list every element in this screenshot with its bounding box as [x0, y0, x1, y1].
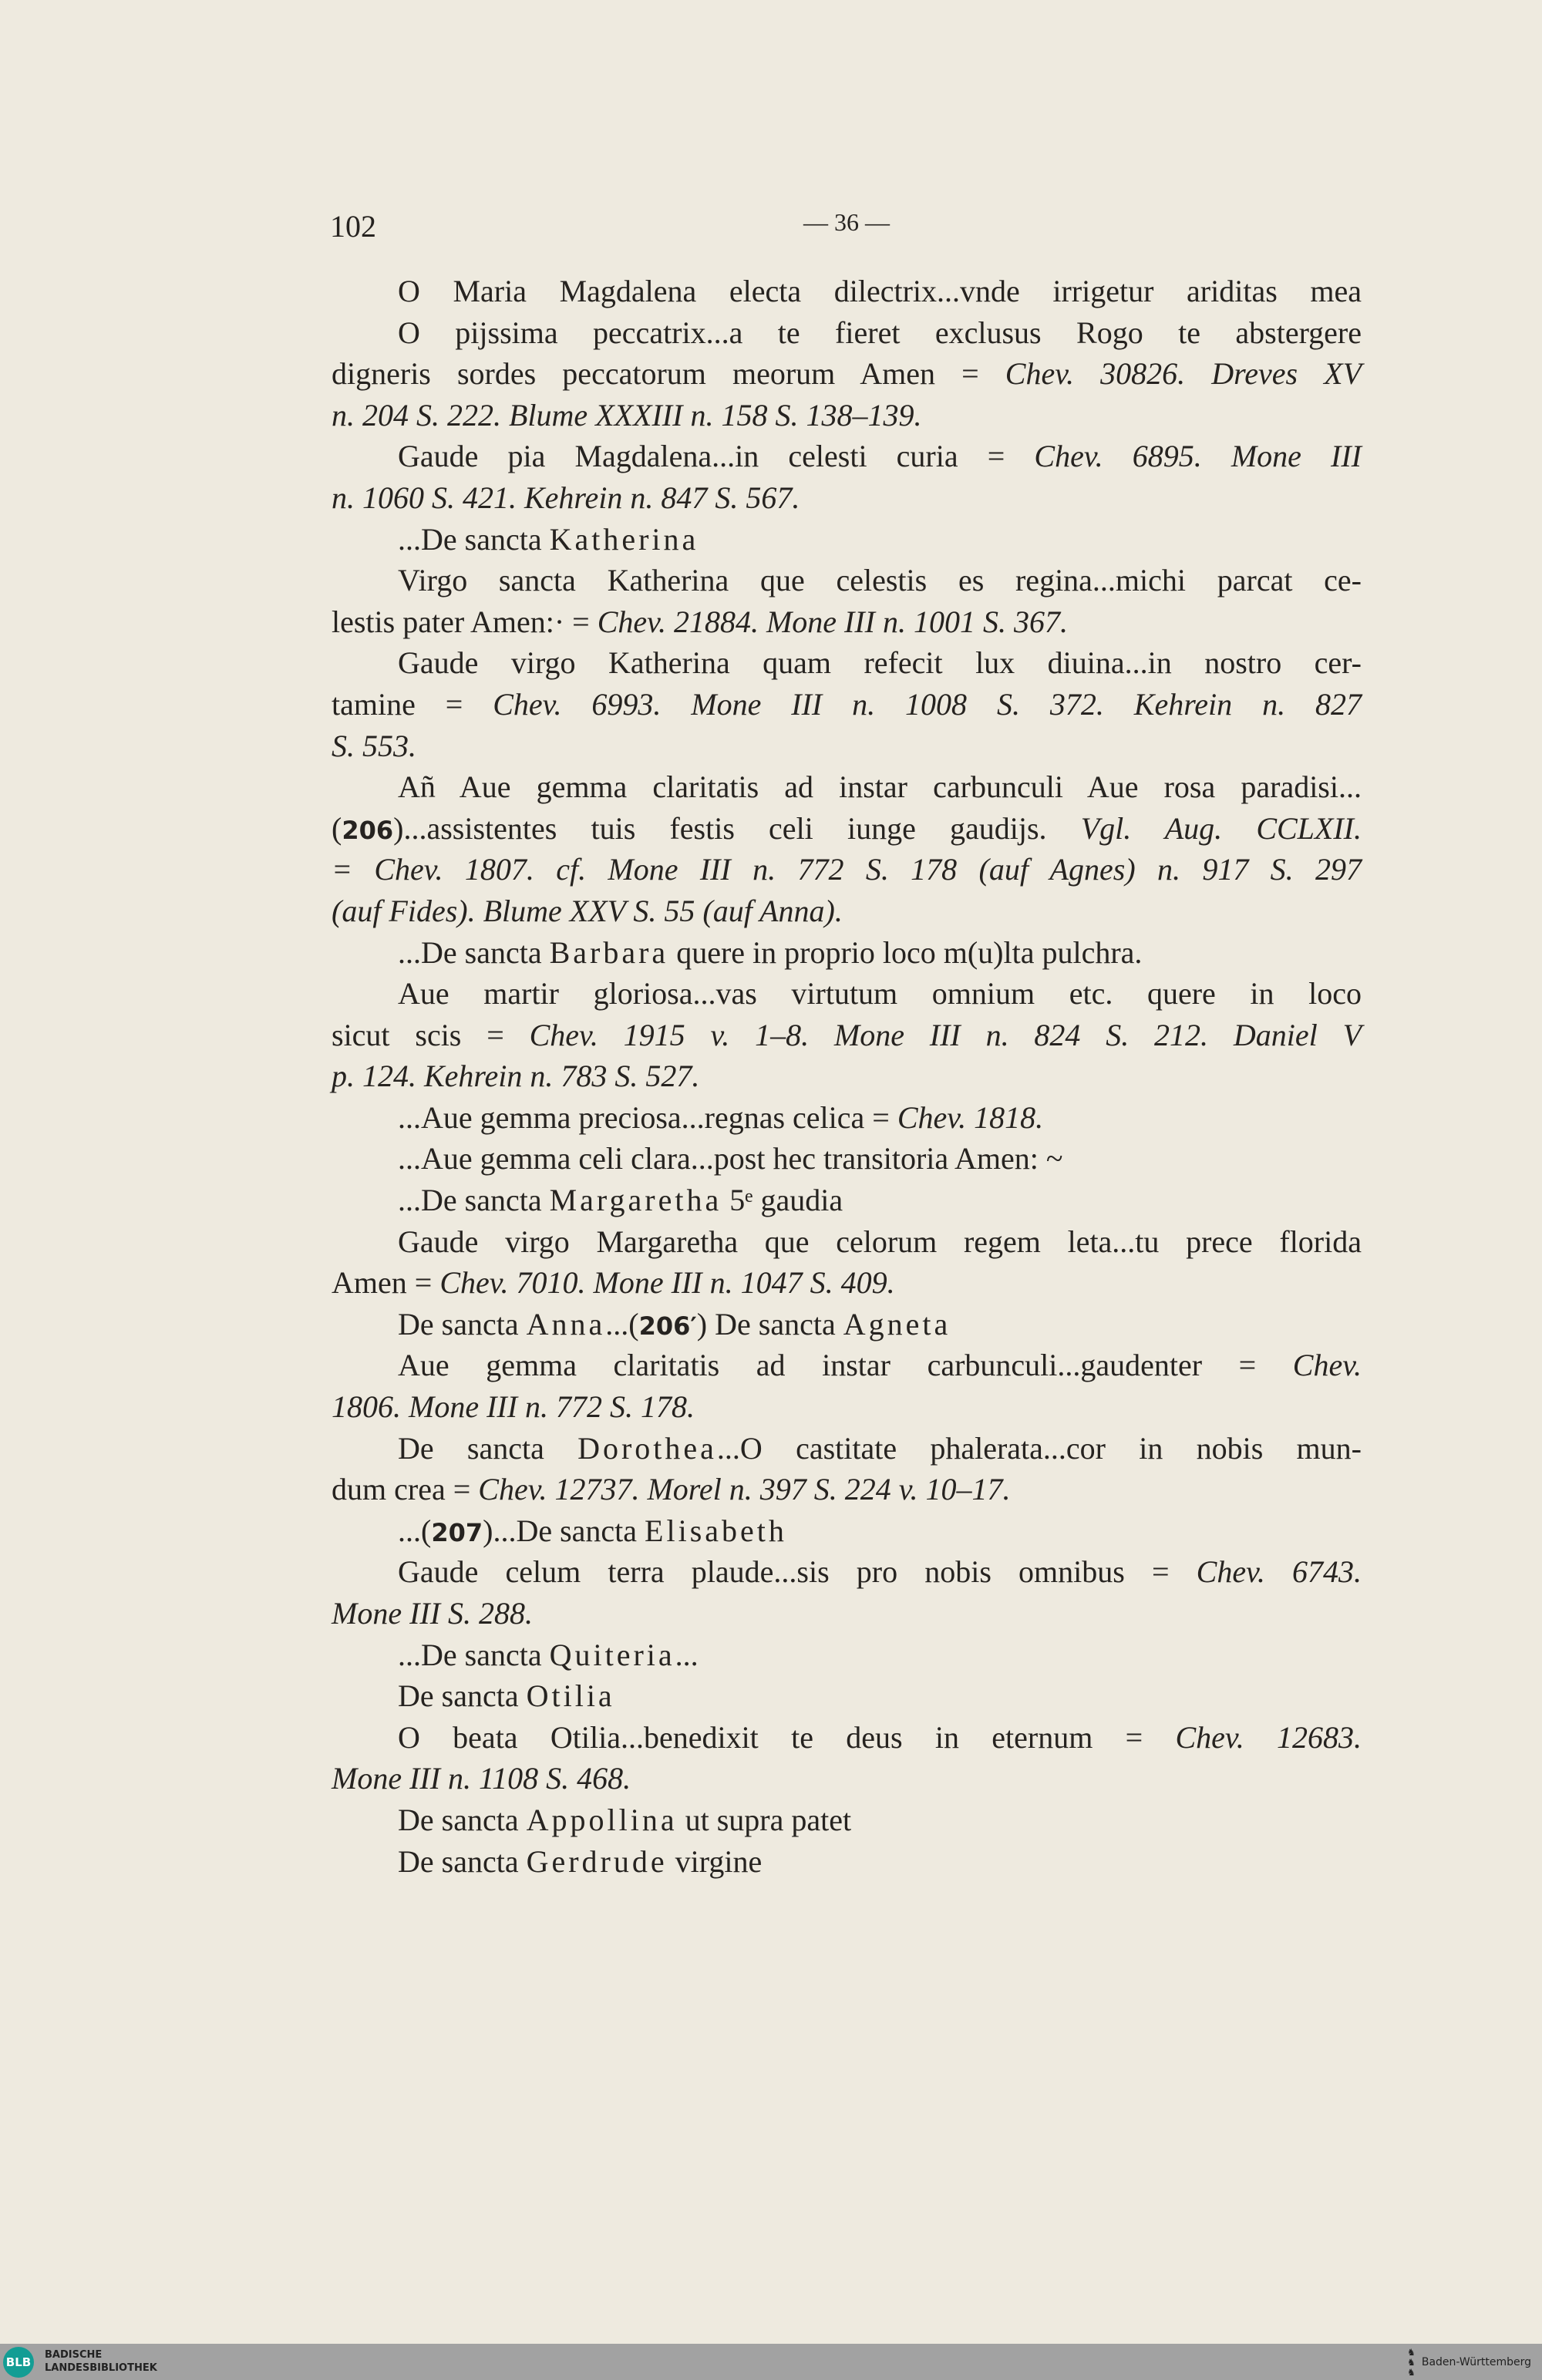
- text-line: [332, 1758, 1362, 1799]
- text-line: [332, 973, 1362, 1015]
- citation-text: = Chev. 1807. cf. Mone III n. 772 S. 178 (auf Agnes) n. 917 S. 297: [332, 852, 1362, 887]
- citation-text: Chev. 30826. Dreves XV: [1005, 356, 1362, 392]
- citation-text: S. 553.: [332, 728, 416, 763]
- text-segment: Gaude virgo Katherina quam refecit lux diuina...in nostro cer-: [398, 645, 1362, 681]
- text-segment: virgine: [667, 1843, 763, 1879]
- text-line: [332, 1841, 1362, 1883]
- citation-text: Chev. 6993. Mone III n. 1008 S. 372. Kehrein n. 827: [493, 686, 1362, 722]
- citation-text: n. 1060 S. 421. Kehrein n. 847 S. 567.: [332, 480, 800, 515]
- text-line: [332, 725, 1362, 767]
- saint-name: Margaretha: [549, 1183, 722, 1218]
- text-segment: ...De sancta: [398, 521, 550, 557]
- text-line: [332, 519, 1362, 560]
- text-line: [332, 1262, 1362, 1304]
- citation-text: p. 124. Kehrein n. 783 S. 527.: [332, 1059, 700, 1094]
- saint-name: Gerdrude: [526, 1843, 668, 1879]
- citation-text: Chev. 6895. Mone III: [1034, 439, 1362, 474]
- text-line: [332, 1551, 1362, 1593]
- citation-text: Chev. 7010. Mone III n. 1047 S. 409.: [439, 1265, 895, 1301]
- text-line: [332, 1799, 1362, 1841]
- saint-name: Quiteria: [549, 1637, 675, 1672]
- citation-text: Vgl. Aug. CCLXII.: [1080, 810, 1362, 846]
- text-segment: (: [332, 810, 342, 846]
- citation-text: n. 204 S. 222. Blume XXXIII n. 158 S. 138–139.: [332, 397, 922, 433]
- text-line: [332, 890, 1362, 932]
- text-line: [332, 601, 1362, 643]
- text-line: [332, 808, 1362, 850]
- text-line: [332, 1345, 1362, 1386]
- text-segment: ...(: [398, 1513, 432, 1548]
- text-segment: ut supra patet: [677, 1802, 852, 1837]
- text-line: [332, 1221, 1362, 1263]
- text-segment: Aue martir gloriosa...vas virtutum omnium etc. quere in loco: [398, 976, 1362, 1012]
- text-segment: ...De sancta: [398, 1183, 550, 1218]
- citation-text: Chev. 6743.: [1196, 1554, 1362, 1590]
- folio-number: 206: [342, 815, 394, 845]
- text-segment: O pijssima peccatrix...a te fieret exclusus Rogo te abstergere: [398, 315, 1362, 350]
- citation-text: Chev. 21884. Mone III n. 1001 S. 367.: [597, 604, 1068, 639]
- text-line: [332, 1304, 1362, 1345]
- text-line: [332, 395, 1362, 436]
- body-text: [332, 271, 1362, 1882]
- text-segment: dum crea =: [332, 1472, 479, 1507]
- citation-text: Mone III S. 288.: [332, 1596, 534, 1631]
- text-segment: ...: [675, 1637, 699, 1672]
- folio-number: 207: [431, 1517, 483, 1547]
- text-segment: tamine =: [332, 686, 493, 722]
- text-segment: ...De sancta: [398, 934, 550, 970]
- text-line: [332, 436, 1362, 477]
- library-name-line2: LANDESBIBLIOTHEK: [45, 2362, 157, 2374]
- text-segment: digneris sordes peccatorum meorum Amen =: [332, 356, 1005, 392]
- citation-text: Chev. 1915 v. 1–8. Mone III n. 824 S. 212. Daniel V: [529, 1017, 1362, 1052]
- text-line: [332, 312, 1362, 354]
- library-name[interactable]: [45, 2348, 157, 2375]
- text-segment: quere in proprio loco m(u)lta pulchra.: [668, 934, 1143, 970]
- citation-text: Mone III n. 1108 S. 468.: [332, 1761, 631, 1796]
- text-segment: O beata Otilia...benedixit te deus in eternum =: [398, 1719, 1176, 1755]
- blb-logo-icon[interactable]: BLB: [3, 2347, 34, 2378]
- citation-text: Chev.: [1292, 1348, 1362, 1383]
- text-segment: 5ᵉ gaudia: [722, 1183, 843, 1218]
- saint-name: Elisabeth: [645, 1513, 787, 1548]
- text-segment: De sancta: [398, 1430, 578, 1466]
- text-segment: ...Aue gemma celi clara...post hec transitoria Amen: ~: [398, 1141, 1063, 1177]
- text-line: [332, 353, 1362, 395]
- citation-text: Chev. 1818.: [897, 1099, 1044, 1135]
- text-line: [332, 477, 1362, 519]
- text-segment: De sancta: [398, 1843, 527, 1879]
- text-segment: O Maria Magdalena electa dilectrix...vnde irrigetur ariditas mea: [398, 274, 1362, 308]
- text-line: [332, 684, 1362, 725]
- citation-text: Chev. 12683.: [1175, 1719, 1362, 1755]
- text-line: [332, 560, 1362, 601]
- text-line: [332, 1634, 1362, 1676]
- saint-name: Katherina: [549, 521, 699, 557]
- footer-bar: [0, 2344, 1542, 2380]
- text-segment: Gaude virgo Margaretha que celorum regem leta...tu prece florida: [398, 1224, 1362, 1259]
- running-head: — 36 —: [803, 208, 890, 236]
- text-line: [332, 932, 1362, 974]
- text-segment: ...De sancta: [398, 1637, 550, 1672]
- text-line: [332, 849, 1362, 890]
- citation-text: Chev. 12737. Morel n. 397 S. 224 v. 10–17.: [478, 1472, 1011, 1507]
- text-segment: De sancta: [398, 1802, 527, 1837]
- baden-wuerttemberg-logo[interactable]: [1407, 2347, 1531, 2378]
- text-line: [332, 1717, 1362, 1759]
- text-line: [332, 1386, 1362, 1428]
- text-line: [332, 1510, 1362, 1552]
- text-line: [332, 1428, 1362, 1469]
- saint-name: Otilia: [526, 1678, 615, 1714]
- text-segment: ...(: [605, 1306, 639, 1341]
- text-segment: De sancta: [398, 1678, 527, 1714]
- library-name-line1: BADISCHE: [45, 2349, 103, 2361]
- text-segment: ...O castitate phalerata...cor in nobis mun-: [716, 1430, 1362, 1466]
- folio-number: 206′: [638, 1311, 697, 1341]
- text-line: [332, 766, 1362, 808]
- text-segment: Aue gemma claritatis ad instar carbunculi...gaudenter =: [398, 1348, 1293, 1383]
- lion-crest-icon: ♞ ♞ ♞: [1407, 2346, 1416, 2378]
- text-segment: Añ Aue gemma claritatis ad instar carbunculi Aue rosa paradisi...: [398, 769, 1362, 805]
- text-line: [332, 1593, 1362, 1634]
- text-segment: )...De sancta: [483, 1513, 645, 1548]
- text-line: [332, 642, 1362, 684]
- saint-name: Appollina: [526, 1802, 678, 1837]
- text-line: [332, 1015, 1362, 1056]
- text-line: [332, 1180, 1362, 1221]
- text-line: [332, 1097, 1362, 1139]
- text-segment: sicut scis =: [332, 1017, 530, 1052]
- text-segment: Gaude pia Magdalena...in celesti curia =: [398, 439, 1035, 474]
- text-segment: )...assistentes tuis festis celi iunge gaudijs.: [393, 810, 1081, 846]
- saint-name: Dorothea: [577, 1430, 717, 1466]
- page-number: 102: [330, 209, 376, 244]
- text-line: [332, 1675, 1362, 1717]
- text-segment: Amen =: [332, 1265, 440, 1301]
- saint-name: Anna: [526, 1306, 606, 1341]
- saint-name: Barbara: [549, 934, 669, 970]
- text-line: [332, 271, 1362, 312]
- text-segment: De sancta: [398, 1306, 527, 1341]
- text-segment: ) De sancta: [696, 1306, 843, 1341]
- text-segment: Virgo sancta Katherina que celestis es regina...michi parcat ce-: [398, 563, 1362, 598]
- saint-name: Agneta: [843, 1306, 951, 1341]
- text-line: [332, 1055, 1362, 1097]
- text-line: [332, 1469, 1362, 1510]
- state-name: Baden-Württemberg: [1421, 2356, 1531, 2368]
- text-line: [332, 1138, 1362, 1180]
- citation-text: 1806. Mone III n. 772 S. 178.: [332, 1389, 695, 1425]
- text-segment: lestis pater Amen:· =: [332, 604, 598, 639]
- citation-text: (auf Fides). Blume XXV S. 55 (auf Anna).: [332, 893, 843, 928]
- text-segment: ...Aue gemma preciosa...regnas celica =: [398, 1099, 897, 1135]
- text-segment: Gaude celum terra plaude...sis pro nobis omnibus =: [398, 1554, 1197, 1590]
